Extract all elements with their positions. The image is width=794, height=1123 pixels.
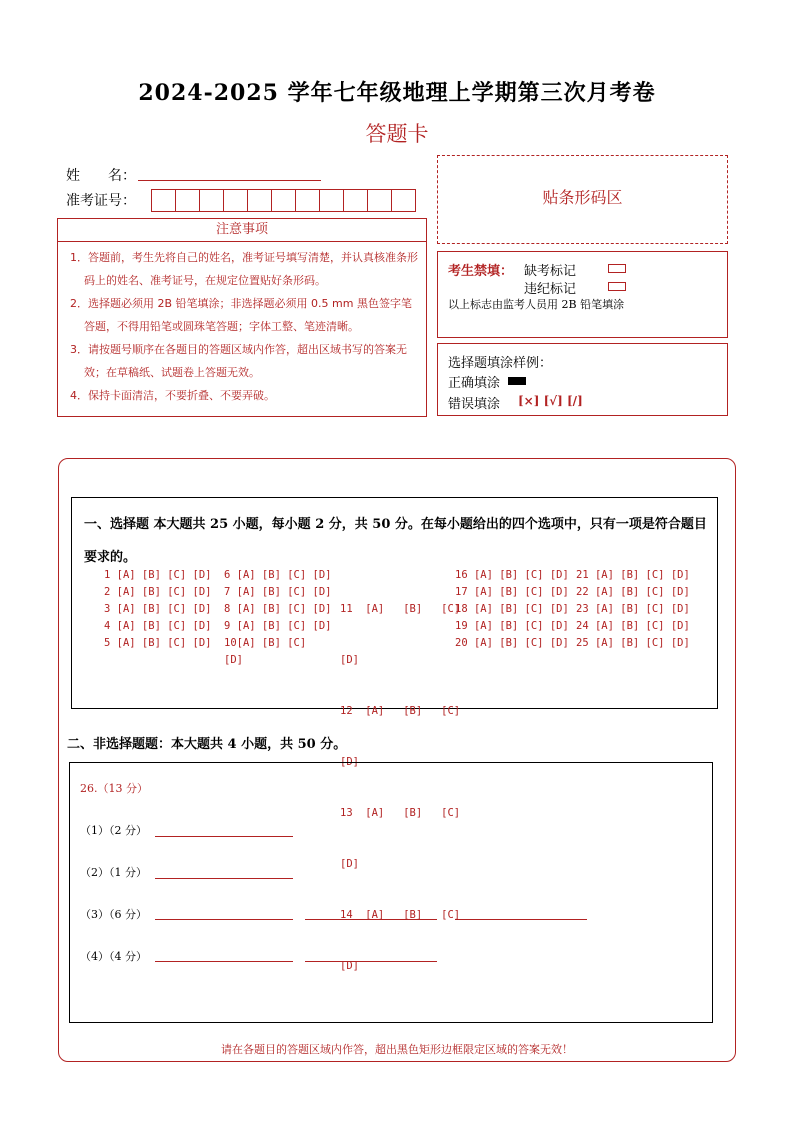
mc-row[interactable]: [D] [340, 858, 359, 870]
mc-row[interactable]: 8 [A] [B] [C] [D] [224, 603, 332, 615]
mc-row[interactable]: 16 [A] [B] [C] [D] [455, 569, 569, 581]
correct-fill-mark [508, 377, 526, 385]
mc-row[interactable]: 17 [A] [B] [C] [D] [455, 586, 569, 598]
mc-row[interactable]: 19 [A] [B] [C] [D] [455, 620, 569, 632]
mc-row[interactable]: 6 [A] [B] [C] [D] [224, 569, 332, 581]
id-digit-box[interactable] [271, 189, 296, 212]
mc-row[interactable]: 7 [A] [B] [C] [D] [224, 586, 332, 598]
wrong-fill-examples: [×] [√] [/] [518, 394, 583, 408]
page-title: 2024-2025 学年七年级地理上学期第三次月考卷 [138, 80, 656, 106]
id-digit-box[interactable] [247, 189, 272, 212]
mc-row[interactable]: 2 [A] [B] [C] [D] [104, 586, 212, 598]
answer-card-subtitle: 答题卡 [365, 122, 429, 146]
note-item: 1．答题前，考生先将自己的姓名，准考证号填写清楚，并认真核准条形码上的姓名、准考证号，在规定位置贴好条形码。 [70, 251, 418, 287]
id-digit-box[interactable] [391, 189, 416, 212]
mc-row[interactable]: 10[A] [B] [C] [224, 637, 307, 649]
q26-part3-label: （3）（6 分） [80, 908, 147, 921]
mc-row[interactable]: 20 [A] [B] [C] [D] [455, 637, 569, 649]
id-digit-box[interactable] [319, 189, 344, 212]
nc-section-box [69, 762, 713, 1023]
violation-label: 违纪标记 [524, 282, 577, 297]
q26-part2-answer-line[interactable] [155, 878, 293, 879]
proctor-area [437, 251, 728, 338]
correct-fill-label: 正确填涂 [448, 376, 501, 391]
q26-part4-label: （4）（4 分） [80, 950, 147, 963]
q26-part3-answer-line[interactable] [455, 919, 587, 920]
fill-sample-box [437, 343, 728, 416]
id-digit-box[interactable] [223, 189, 248, 212]
forbid-label: 考生禁填： [448, 264, 514, 279]
id-digit-box[interactable] [175, 189, 200, 212]
mc-row[interactable]: [D] [224, 654, 243, 666]
mc-row[interactable]: [D] [340, 756, 359, 768]
mc-row[interactable]: 22 [A] [B] [C] [D] [576, 586, 690, 598]
q26-part1-answer-line[interactable] [155, 836, 293, 837]
mc-row[interactable]: 14 [A] [B] [C] [340, 909, 461, 921]
note-item: 4．保持卡面清洁，不要折叠、不要弄破。 [70, 389, 275, 402]
mc-column-1 [104, 567, 211, 652]
name-field[interactable] [138, 180, 321, 181]
absent-label: 缺考标记 [524, 264, 577, 279]
q26-part2-label: （2）（1 分） [80, 866, 147, 879]
mc-row[interactable]: [D] [340, 654, 359, 666]
notes-heading: 注意事项 [57, 218, 427, 242]
note-item: 3．请按题号顺序在各题目的答题区域内作答，超出区域书写的答案无效；在草稿纸、试题卷上答题无效。 [70, 343, 407, 379]
exam-id-boxes[interactable] [152, 189, 416, 212]
mc-column-2 [224, 567, 331, 669]
mc-row[interactable]: 5 [A] [B] [C] [D] [104, 637, 212, 649]
q26-part4-answer-line[interactable] [155, 961, 293, 962]
mc-row[interactable]: 13 [A] [B] [C] [340, 807, 461, 819]
mc-row[interactable]: 11 [A] [B] [C] [340, 603, 461, 615]
q26-part3-answer-line[interactable] [155, 919, 293, 920]
q26-label: 26.（13 分） [80, 782, 148, 795]
absent-checkbox[interactable] [608, 264, 626, 273]
q26-part4-answer-line[interactable] [305, 961, 437, 962]
q26-part3-answer-line[interactable] [305, 919, 437, 920]
mc-row[interactable]: 25 [A] [B] [C] [D] [576, 637, 690, 649]
wrong-fill-label: 错误填涂 [448, 397, 501, 412]
mc-row[interactable]: 12 [A] [B] [C] [340, 705, 461, 717]
id-digit-box[interactable] [295, 189, 320, 212]
id-digit-box[interactable] [343, 189, 368, 212]
notes-list [57, 242, 427, 417]
fill-sample-label: 选择题填涂样例： [448, 356, 553, 371]
mc-column-5 [576, 567, 690, 652]
violation-checkbox[interactable] [608, 282, 626, 291]
q26-part1-label: （1）（2 分） [80, 824, 147, 837]
id-digit-box[interactable] [367, 189, 392, 212]
id-label: 准考证号： [66, 193, 136, 209]
mc-column-4 [455, 567, 569, 652]
mc-row[interactable]: 21 [A] [B] [C] [D] [576, 569, 690, 581]
proctor-note: 以上标志由监考人员用 2B 铅笔填涂 [448, 298, 625, 311]
mc-row[interactable]: 4 [A] [B] [C] [D] [104, 620, 212, 632]
id-digit-box[interactable] [151, 189, 176, 212]
mc-row[interactable]: 3 [A] [B] [C] [D] [104, 603, 212, 615]
mc-row[interactable]: 23 [A] [B] [C] [D] [576, 603, 690, 615]
name-label: 姓 名： [66, 168, 136, 184]
barcode-area: 贴条形码区 [437, 155, 728, 244]
footer-warning: 请在各题目的答题区域内作答，超出黑色矩形边框限定区域的答案无效！ [221, 1043, 573, 1056]
note-item: 2．选择题必须用 2B 铅笔填涂；非选择题必须用 0.5 mm 黑色签字笔答题，不得用铅笔或圆珠笔答题；字体工整、笔迹清晰。 [70, 297, 412, 333]
mc-heading: 一、选择题 本大题共 25 小题，每小题 2 分，共 50 分。在每小题给出的四个选项中，只有一项是符合题目要求的。 [84, 517, 707, 565]
nc-heading: 二、非选择题题：本大题共 4 小题，共 50 分。 [67, 737, 347, 752]
mc-row[interactable]: 24 [A] [B] [C] [D] [576, 620, 690, 632]
mc-row[interactable]: [D] [340, 960, 359, 972]
id-digit-box[interactable] [199, 189, 224, 212]
mc-row[interactable]: 9 [A] [B] [C] [D] [224, 620, 332, 632]
mc-row[interactable]: 1 [A] [B] [C] [D] [104, 569, 212, 581]
mc-row[interactable]: 18 [A] [B] [C] [D] [455, 603, 569, 615]
